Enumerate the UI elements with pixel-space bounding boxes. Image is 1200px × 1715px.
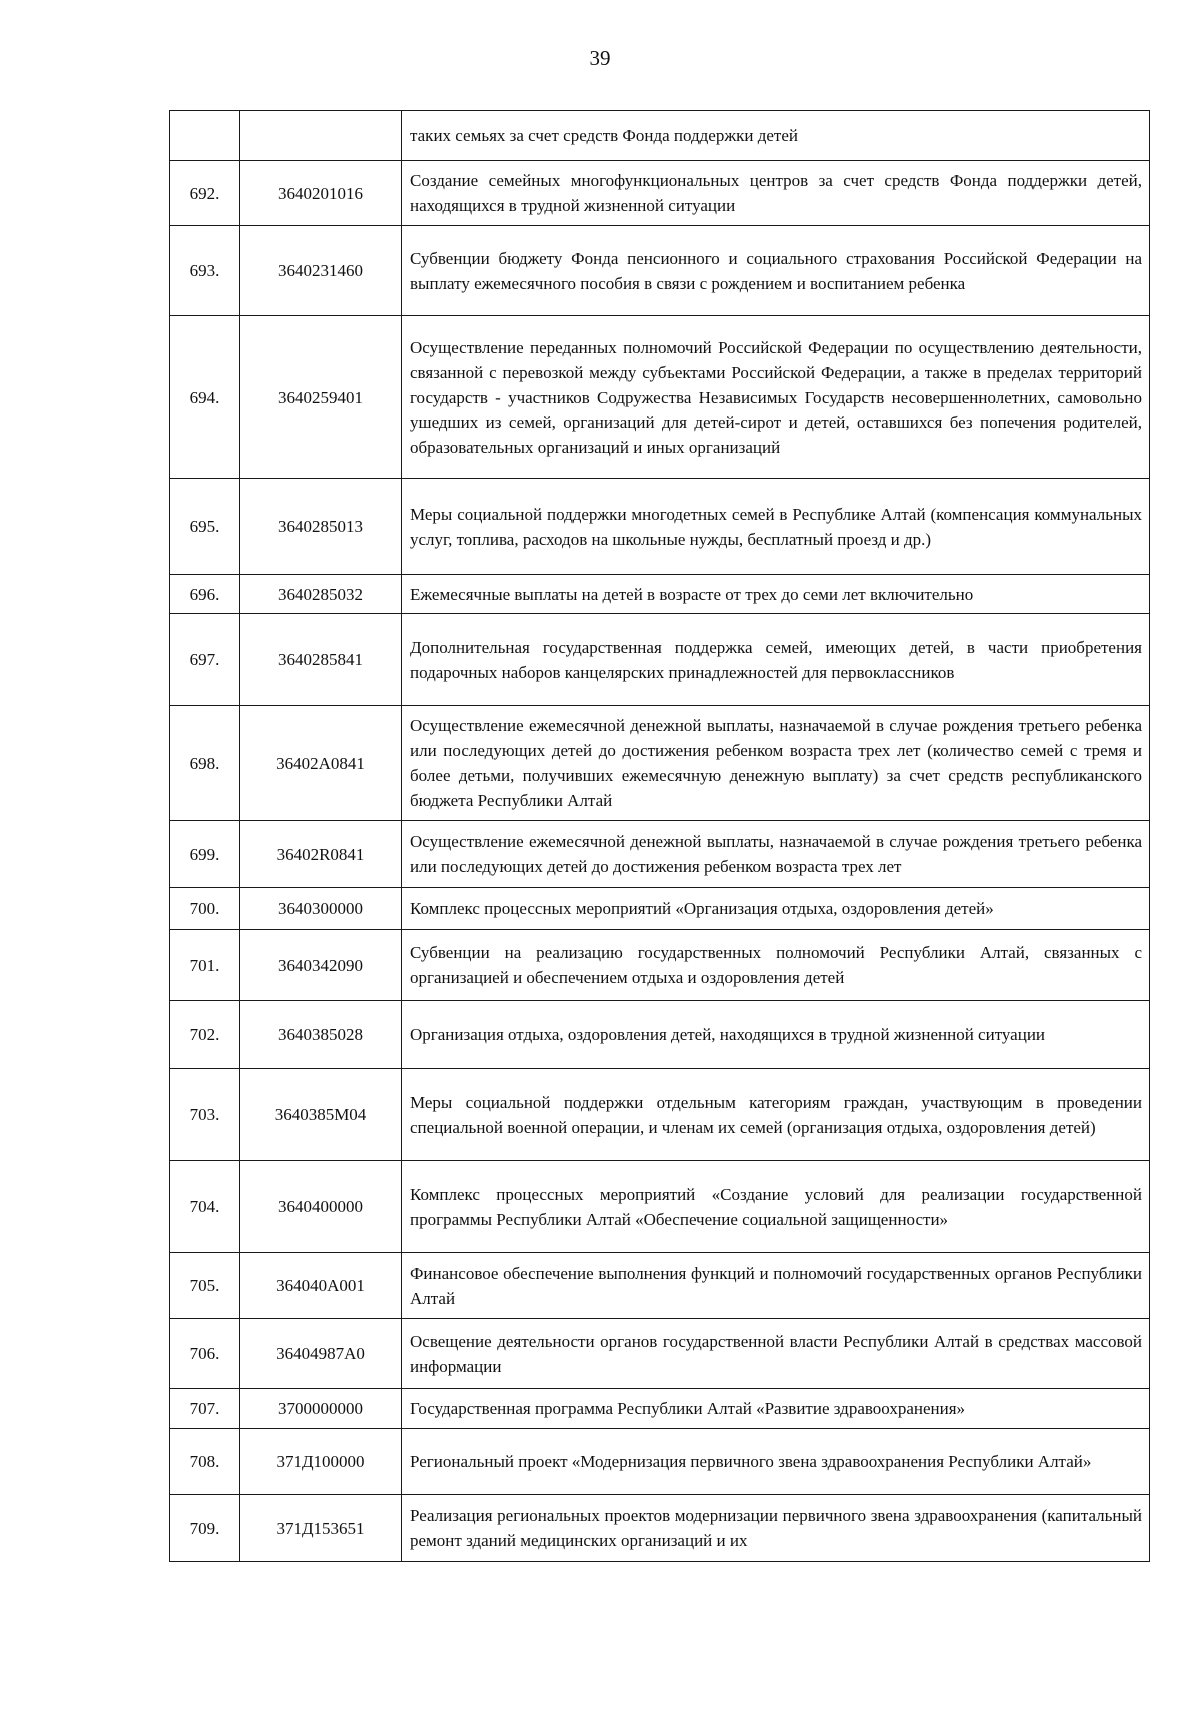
expense-description: Дополнительная государственная поддержка семей, имеющих детей, в части приобретения подарочных наборов канцелярских принадлежностей для первоклассников [402,614,1150,706]
classification-code [240,111,402,161]
table-row [170,821,1150,888]
table-row [170,706,1150,821]
expense-description: Региональный проект «Модернизация первичного звена здравоохранения Республики Алтай» [402,1429,1150,1495]
row-number: 708. [170,1429,240,1495]
row-number: 709. [170,1495,240,1562]
table-row [170,1001,1150,1069]
expense-description: Осуществление ежемесячной денежной выплаты, назначаемой в случае рождения третьего ребенка или последующих детей до достижения ребенком возраста трех лет (количество семей с тремя и более детьми, получивших ежемесячную денежную выплату) за счет средств республиканского бюджета Республики Алтай [402,706,1150,821]
expense-description: Государственная программа Республики Алтай «Развитие здравоохранения» [402,1389,1150,1429]
row-number: 705. [170,1253,240,1319]
expense-description: Реализация региональных проектов модернизации первичного звена здравоохранения (капитальный ремонт зданий медицинских организаций и их [402,1495,1150,1562]
classification-code: 36402А0841 [240,706,402,821]
row-number: 694. [170,316,240,479]
table-row [170,479,1150,575]
classification-code: 3640342090 [240,930,402,1001]
table-row [170,316,1150,479]
table-row [170,575,1150,614]
row-number: 699. [170,821,240,888]
row-number: 693. [170,226,240,316]
classification-code: 3640385028 [240,1001,402,1069]
table-row [170,1429,1150,1495]
table-row [170,1319,1150,1389]
expense-description: Комплекс процессных мероприятий «Организация отдыха, оздоровления детей» [402,888,1150,930]
classification-code: 371Д100000 [240,1429,402,1495]
expense-description: Осуществление ежемесячной денежной выплаты, назначаемой в случае рождения третьего ребенка или последующих детей до достижения ребенком возраста трех лет [402,821,1150,888]
page-number: 39 [589,46,611,70]
expense-description: Субвенции бюджету Фонда пенсионного и социального страхования Российской Федерации на выплату ежемесячного пособия в связи с рождением и воспитанием ребенка [402,226,1150,316]
row-number: 702. [170,1001,240,1069]
table-row [170,888,1150,930]
table-row [170,1389,1150,1429]
table-body [170,111,1150,1562]
classification-code: 3640300000 [240,888,402,930]
expense-description: Организация отдыха, оздоровления детей, находящихся в трудной жизненной ситуации [402,1001,1150,1069]
classification-code: 3640259401 [240,316,402,479]
row-number: 701. [170,930,240,1001]
expense-description: Финансовое обеспечение выполнения функций и полномочий государственных органов Республики Алтай [402,1253,1150,1319]
classification-code: 3700000000 [240,1389,402,1429]
expense-description: Субвенции на реализацию государственных полномочий Республики Алтай, связанных с организацией и обеспечением отдыха и оздоровления детей [402,930,1150,1001]
table-row [170,161,1150,226]
expense-description: Комплекс процессных мероприятий «Создание условий для реализации государственной программы Республики Алтай «Обеспечение социальной защищенности» [402,1161,1150,1253]
budget-classification-table [169,110,1150,1562]
classification-code: 3640285032 [240,575,402,614]
table-row [170,614,1150,706]
classification-code: 36402R0841 [240,821,402,888]
expense-description: Меры социальной поддержки многодетных семей в Республике Алтай (компенсация коммунальных услуг, топлива, расходов на школьные нужды, бесплатный проезд и др.) [402,479,1150,575]
expense-description: Ежемесячные выплаты на детей в возрасте от трех до семи лет включительно [402,575,1150,614]
row-number: 707. [170,1389,240,1429]
row-number: 704. [170,1161,240,1253]
expense-description: Меры социальной поддержки отдельным категориям граждан, участвующим в проведении специальной военной операции, и членам их семей (организация отдыха, оздоровления детей) [402,1069,1150,1161]
expense-description: Создание семейных многофункциональных центров за счет средств Фонда поддержки детей, находящихся в трудной жизненной ситуации [402,161,1150,226]
classification-code: 3640400000 [240,1161,402,1253]
classification-code: 3640231460 [240,226,402,316]
table-row [170,111,1150,161]
row-number: 692. [170,161,240,226]
classification-code: 36404987A0 [240,1319,402,1389]
classification-code: 3640201016 [240,161,402,226]
expense-description: таких семьях за счет средств Фонда поддержки детей [402,111,1150,161]
row-number: 698. [170,706,240,821]
expense-description: Освещение деятельности органов государственной власти Республики Алтай в средствах массовой информации [402,1319,1150,1389]
table-row [170,930,1150,1001]
table-row [170,1495,1150,1562]
row-number: 700. [170,888,240,930]
row-number: 697. [170,614,240,706]
expense-description: Осуществление переданных полномочий Российской Федерации по осуществлению деятельности, связанной с перевозкой между субъектами Российской Федерации, а также в пределах территорий государств - участников Содружества Независимых Государств несовершеннолетних, самовольно ушедших из семей, организаций для детей-сирот и детей, оставшихся без попечения родителей, образовательных организаций и иных организаций [402,316,1150,479]
row-number: 706. [170,1319,240,1389]
table-row [170,1069,1150,1161]
classification-code: 3640385M04 [240,1069,402,1161]
classification-code: 3640285013 [240,479,402,575]
table-row [170,1253,1150,1319]
table-row [170,1161,1150,1253]
row-number: 703. [170,1069,240,1161]
classification-code: 371Д153651 [240,1495,402,1562]
row-number [170,111,240,161]
classification-code: 364040A001 [240,1253,402,1319]
row-number: 695. [170,479,240,575]
row-number: 696. [170,575,240,614]
classification-code: 3640285841 [240,614,402,706]
table-row [170,226,1150,316]
